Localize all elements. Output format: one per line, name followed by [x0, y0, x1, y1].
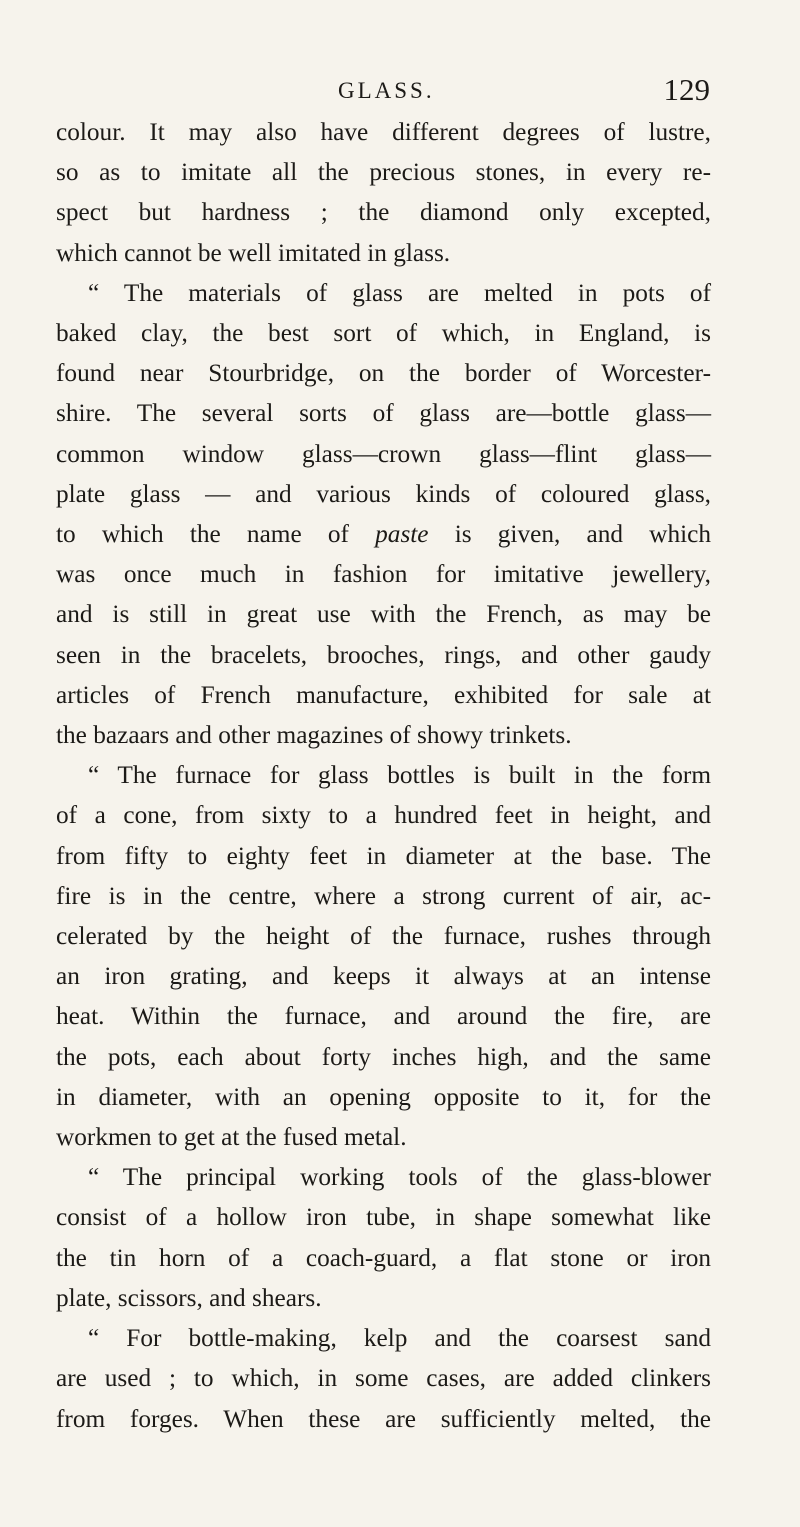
text-line: fire is in the centre, where a strong current of air, ac- [56, 881, 711, 910]
text-segment: is given, and which [428, 520, 711, 549]
paragraph [56, 1157, 711, 1318]
text-line: shire. The several sorts of glass are—bottle glass— [56, 399, 711, 428]
text-line: the bazaars and other magazines of showy trinkets. [56, 721, 572, 750]
text-line: from forges. When these are sufficiently melted, the [56, 1404, 711, 1433]
text-line: in diameter, with an opening opposite to it, for the [56, 1082, 711, 1111]
text-line: plate, scissors, and shears. [56, 1283, 322, 1312]
body-text [56, 112, 711, 1439]
text-line [56, 514, 711, 554]
text-line: found near Stourbridge, on the border of Worcester- [56, 359, 711, 388]
text-line: was once much in fashion for imitative jewellery, [56, 560, 711, 589]
text-line: “ For bottle-making, kelp and the coarsest sand [88, 1324, 711, 1353]
text-line: celerated by the height of the furnace, rushes through [56, 922, 711, 951]
text-line: consist of a hollow iron tube, in shape somewhat like [56, 1203, 711, 1232]
text-line: spect but hardness ; the diamond only excepted, [56, 198, 711, 227]
text-line: seen in the bracelets, brooches, rings, and other gaudy [56, 640, 711, 669]
text-segment: to which the name of [56, 520, 376, 549]
page-number: 129 [663, 72, 710, 107]
text-line: which cannot be well imitated in glass. [56, 238, 451, 267]
text-line: the pots, each about forty inches high, and the same [56, 1042, 711, 1071]
text-line: from fifty to eighty feet in diameter at the base. The [56, 841, 711, 870]
text-line: so as to imitate all the precious stones, in every re- [56, 158, 711, 187]
text-line: “ The materials of glass are melted in pots of [88, 278, 711, 307]
text-line: of a cone, from sixty to a hundred feet in height, and [56, 801, 711, 830]
text-line: and is still in great use with the French, as may be [56, 600, 711, 629]
running-title: GLASS. [338, 78, 435, 103]
paragraph [56, 1318, 711, 1439]
paragraph [56, 755, 711, 1157]
text-line: heat. Within the furnace, and around the fire, are [56, 1002, 711, 1031]
italic-term: paste [375, 520, 429, 549]
text-line: the tin horn of a coach-guard, a flat stone or iron [56, 1243, 711, 1272]
text-line: plate glass — and various kinds of coloured glass, [56, 479, 711, 508]
text-line: “ The principal working tools of the glass-blower [88, 1163, 711, 1192]
text-line: workmen to get at the fused metal. [56, 1123, 407, 1152]
text-line: are used ; to which, in some cases, are added clinkers [56, 1364, 711, 1393]
paragraph [56, 112, 711, 273]
text-line: “ The furnace for glass bottles is built in the form [88, 761, 711, 790]
text-line: colour. It may also have different degrees of lustre, [56, 118, 711, 146]
text-line: articles of French manufacture, exhibited for sale at [56, 680, 711, 709]
text-line: an iron grating, and keeps it always at an intense [56, 962, 711, 991]
paragraph [56, 273, 711, 755]
text-line: baked clay, the best sort of which, in England, is [56, 319, 711, 348]
text-line: common window glass—crown glass—flint glass— [56, 439, 711, 468]
